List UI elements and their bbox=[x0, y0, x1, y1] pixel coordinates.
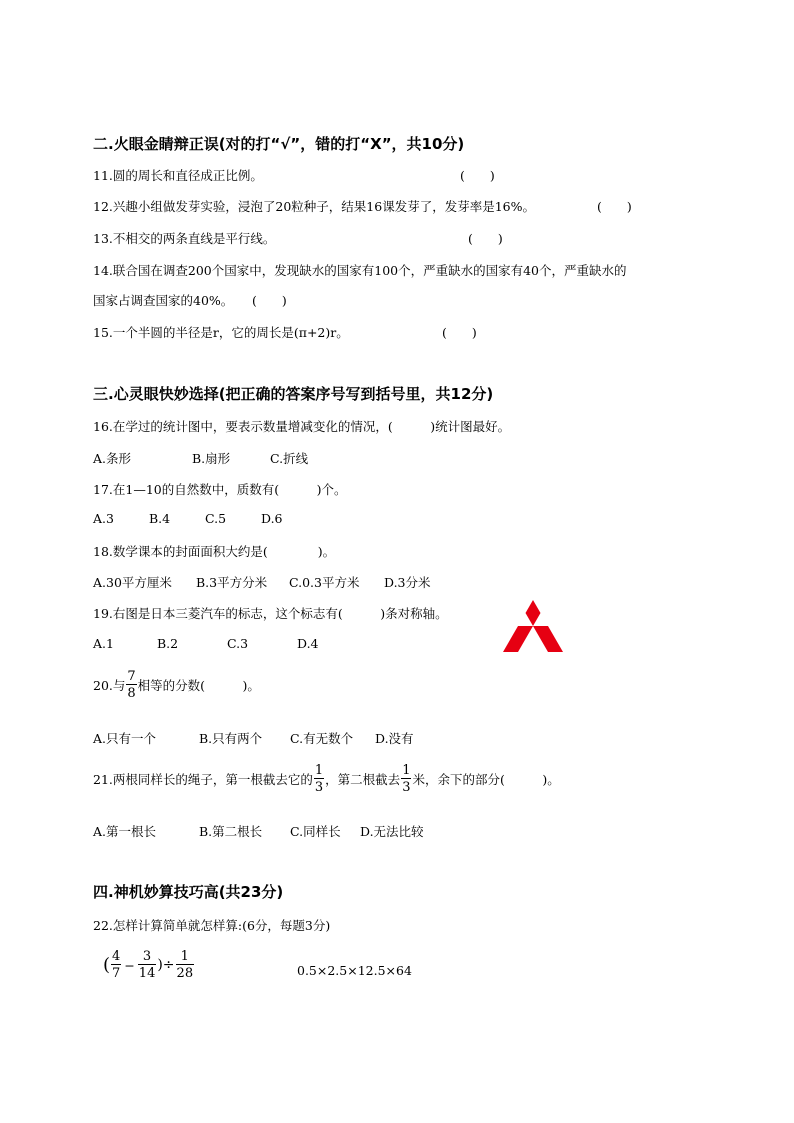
fraction-denominator: 7 bbox=[112, 966, 121, 981]
question-21-prefix: 21.两根同样长的绳子，第一根截去它的 bbox=[93, 772, 313, 787]
question-18: 18.数学课本的封面面积大约是( )。 bbox=[93, 544, 336, 559]
question-20 bbox=[93, 670, 260, 700]
question-17-option-c[interactable]: C.5 bbox=[205, 511, 227, 526]
logo-diamonds-lower bbox=[503, 639, 563, 652]
question-19: 19.右图是日本三菱汽车的标志，这个标志有( )条对称轴。 bbox=[93, 606, 448, 621]
fraction-numerator: 3 bbox=[138, 950, 157, 965]
question-21-suffix: 米，余下的部分( )。 bbox=[412, 772, 560, 787]
fraction-denominator: 3 bbox=[402, 780, 411, 795]
question-15-answer-blank[interactable]: ( ) bbox=[442, 325, 477, 340]
fraction-denominator: 28 bbox=[176, 966, 194, 981]
question-18-option-a[interactable]: A.30平方厘米 bbox=[93, 575, 172, 590]
fraction-numerator: 1 bbox=[314, 763, 324, 778]
question-17-option-a[interactable]: A.3 bbox=[93, 511, 114, 526]
question-11: 11.圆的周长和直径成正比例。 bbox=[93, 168, 263, 183]
question-21-middle: ，第二根截去 bbox=[325, 772, 401, 787]
question-12-answer-blank[interactable]: ( ) bbox=[597, 199, 632, 214]
question-21-option-d[interactable]: D.无法比较 bbox=[360, 824, 424, 839]
question-19-option-a[interactable]: A.1 bbox=[93, 636, 114, 651]
fraction-4-7 bbox=[111, 950, 121, 980]
question-17-option-b[interactable]: B.4 bbox=[149, 511, 171, 526]
fraction-numerator: 1 bbox=[176, 950, 195, 965]
fraction-numerator: 4 bbox=[112, 949, 121, 964]
question-22: 22.怎样计算简单就怎样算:(6分，每题3分) bbox=[93, 918, 331, 933]
mitsubishi-logo-image bbox=[502, 600, 564, 654]
question-20-option-c[interactable]: C.有无数个 bbox=[290, 731, 354, 746]
open-paren: ( bbox=[103, 954, 111, 976]
question-18-option-d[interactable]: D.3分米 bbox=[384, 575, 431, 590]
question-21-option-c[interactable]: C.同样长 bbox=[290, 824, 341, 839]
fraction-1-3-second bbox=[401, 764, 411, 794]
question-20-option-b[interactable]: B.只有两个 bbox=[199, 731, 263, 746]
section-2-heading: 二.火眼金睛辩正误(对的打“√”，错的打“X”，共10分) bbox=[93, 135, 465, 153]
question-19-option-c[interactable]: C.3 bbox=[227, 636, 249, 651]
question-16: 16.在学过的统计图中，要表示数量增减变化的情况，( )统计图最好。 bbox=[93, 419, 511, 434]
fraction-numerator: 1 bbox=[402, 763, 411, 778]
section-3-heading: 三.心灵眼快妙选择(把正确的答案序号写到括号里，共12分) bbox=[93, 385, 494, 403]
question-18-option-c[interactable]: C.0.3平方米 bbox=[289, 575, 360, 590]
question-17-option-d[interactable]: D.6 bbox=[261, 511, 283, 526]
question-15: 15.一个半圆的半径是r，它的周长是(π+2)r。 bbox=[93, 325, 349, 340]
question-14-answer-blank[interactable]: ( ) bbox=[252, 293, 287, 308]
fraction-denominator: 14 bbox=[138, 966, 156, 981]
question-20-option-a[interactable]: A.只有一个 bbox=[93, 731, 157, 746]
section-4-heading: 四.神机妙算技巧高(共23分) bbox=[93, 883, 284, 901]
logo-diamonds bbox=[511, 600, 556, 639]
question-13-answer-blank[interactable]: ( ) bbox=[468, 231, 503, 246]
minus-sign: − bbox=[124, 957, 135, 973]
question-20-prefix: 20.与 bbox=[93, 678, 126, 693]
question-18-option-b[interactable]: B.3平方分米 bbox=[196, 575, 268, 590]
fraction-denominator: 8 bbox=[127, 686, 136, 701]
question-12: 12.兴趣小组做发芽实验，浸泡了20粒种子，结果16课发芽了，发芽率是16%。 bbox=[93, 199, 535, 214]
fraction-1-3-first bbox=[314, 764, 324, 794]
question-21-option-b[interactable]: B.第二根长 bbox=[199, 824, 263, 839]
question-19-option-d[interactable]: D.4 bbox=[297, 636, 319, 651]
calculation-expression-1 bbox=[103, 950, 195, 980]
question-21-option-a[interactable]: A.第一根长 bbox=[93, 824, 157, 839]
question-21 bbox=[93, 764, 560, 794]
question-19-option-b[interactable]: B.2 bbox=[157, 636, 179, 651]
question-11-answer-blank[interactable]: ( ) bbox=[460, 168, 495, 183]
calculation-expression-2: 0.5×2.5×12.5×64 bbox=[297, 963, 412, 978]
close-paren-divide: )÷ bbox=[157, 957, 175, 973]
question-20-option-d[interactable]: D.没有 bbox=[375, 731, 414, 746]
question-16-option-b[interactable]: B.扇形 bbox=[192, 451, 231, 466]
question-16-option-c[interactable]: C.折线 bbox=[270, 451, 309, 466]
fraction-7-8 bbox=[126, 670, 136, 700]
fraction-numerator: 7 bbox=[127, 669, 136, 684]
question-14-line-2: 国家占调查国家的40%。 bbox=[93, 293, 234, 308]
fraction-3-14 bbox=[138, 950, 157, 980]
fraction-1-28 bbox=[176, 950, 195, 980]
question-17: 17.在1—10的自然数中，质数有( )个。 bbox=[93, 482, 347, 497]
fraction-denominator: 3 bbox=[314, 780, 324, 795]
question-14-line-1: 14.联合国在调查200个国家中，发现缺水的国家有100个，严重缺水的国家有40个，严重缺水的 bbox=[93, 263, 627, 278]
question-20-suffix: 相等的分数( )。 bbox=[137, 678, 260, 693]
question-13: 13.不相交的两条直线是平行线。 bbox=[93, 231, 276, 246]
question-16-option-a[interactable]: A.条形 bbox=[93, 451, 132, 466]
